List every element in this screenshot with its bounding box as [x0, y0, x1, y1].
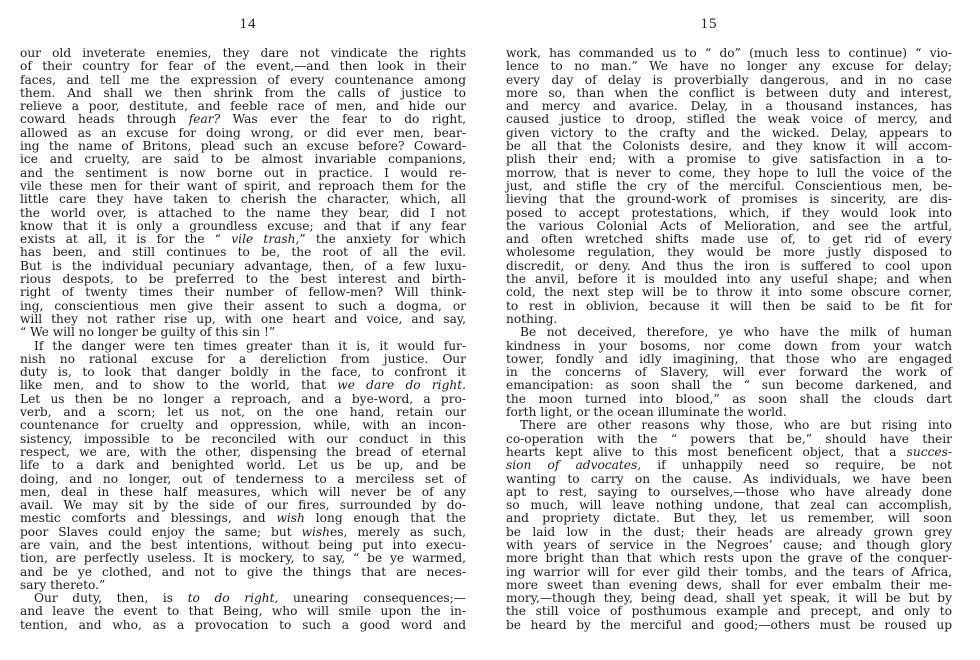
text-line: more so, than when the conflict is between duty and interest,: [506, 85, 952, 100]
text-line: plish their end; with a promise to give satisfaction in a to-: [506, 152, 952, 167]
text-line: poor Slaves could enjoy the same; but wishes, merely as such,: [20, 524, 467, 539]
text-line: and the sentiment is now borne out in practice. I would re-: [20, 165, 466, 180]
text-line: lieving that the ground-work of promises is sincerity, are dis-: [506, 192, 952, 207]
text-line: be all that the Colonists desire, and they know it will accom-: [506, 139, 952, 154]
text-line: verb, and a scorn; let us not, on the one hand, retain our: [20, 405, 466, 420]
emphasis: to do right,: [187, 591, 279, 606]
text-line: Let us then be no longer a reproach, and a bye-word, a pro-: [20, 391, 466, 406]
text-line: exists at all, it is for the “ vile trash,” the anxiety for which: [20, 232, 466, 247]
text-line: to rest in oblivion, because it will then be said to be fit for: [506, 298, 952, 313]
text-line: forth light, or the ocean illuminate the world.: [506, 405, 787, 420]
emphasis: fear?: [188, 112, 221, 127]
text-line: little care they have taken to cherish the character, which, all: [20, 192, 466, 207]
text-line: and leave the event to that Being, who will smile upon the in-: [20, 604, 466, 619]
text-line: and often wretched shifts made use of, to get rid of every: [506, 232, 952, 247]
text-line: with years of service in the Negroes’ cause; and though glory: [506, 537, 952, 552]
text-line: ing warrior will for ever gild their tombs, and the tears of Africa,: [506, 564, 952, 579]
emphasis: we dare do right.: [337, 378, 466, 393]
text-line: life to a dark and benighted world. Let us be up, and be: [20, 458, 466, 473]
text-line: given victory to the crafty and the wicked. Delay, appears to: [506, 125, 952, 140]
text-line: like men, and to show to the world, that we dare do right.: [20, 378, 466, 393]
text-line: just, and stifle the cry of the merciful. Conscientious men, be-: [506, 178, 952, 193]
text-line: posed to accept protestations, which, if they would look into: [506, 205, 952, 220]
text-line: sistency, impossible to be reconciled with our conduct in this: [20, 431, 466, 446]
text-line: in the concerns of Slavery, will ever forward the work of: [506, 365, 952, 380]
text-line: discredit, or deny. And thus the iron is suffered to cool upon: [506, 258, 952, 273]
text-line: respect, we are, with the other, dispensing the bread of eternal: [20, 444, 466, 459]
text-line: ice and cruelty, are said to be almost invariable companions,: [20, 152, 466, 167]
text-line: tower, fondly and idly imagining, that those who are engaged: [506, 351, 952, 366]
text-line: wholesome regulation, they would be more justly disposed to: [506, 245, 952, 260]
text-line: the various Colonial Acts of Melioration, and see the artful,: [506, 218, 952, 233]
emphasis: succes-: [906, 444, 952, 459]
text-line: morrow, that is never to come, they hope to lull the voice of the: [506, 165, 952, 180]
text-line: has been, and still continues to be, the root of all the evil.: [20, 245, 466, 260]
emphasis: wish: [276, 511, 305, 526]
text-line: them. And shall we then shrink from the calls of justice to: [20, 85, 466, 100]
text-line: rious despots, to be preferred to the best interest and birth-: [20, 272, 466, 287]
text-line: be heard by the merciful and good;—others must be roused up: [506, 617, 952, 632]
text-line: But is the individual pecuniary advantage, then, of a few luxu-: [20, 258, 466, 273]
text-line: be laid low in the dust; their heads are already grown grey: [506, 524, 952, 539]
text-line: apt to rest, saying to ourselves,—those who have already done: [506, 484, 952, 499]
text-line: relieve a poor, destitute, and feeble race of men, and hide our: [20, 99, 466, 114]
text-line: cold, the next step will be to throw it into some obscure corner,: [506, 285, 952, 300]
text-line: Be not deceived, therefore, ye who have the milk of human: [520, 325, 952, 340]
text-line: men, deal in these half measures, which will never be of any: [20, 484, 466, 499]
text-line: allowed as an excuse for doing wrong, or did ever men, bear-: [20, 125, 466, 140]
text-line: caused justice to droop, stifled the weak voice of mercy, and: [506, 112, 952, 127]
text-line: faces, and tell me the expression of every countenance among: [20, 72, 466, 87]
text-line: sary thereto.”: [20, 577, 106, 592]
emphasis: wish: [301, 524, 331, 539]
text-line: duty is, to look that danger boldly in the face, to confront it: [20, 365, 466, 380]
text-line: ing, conscientious men give their assent to such a dogma, or: [20, 298, 466, 313]
text-line: the still voice of posthumous example and precept, and only to: [506, 604, 952, 619]
left-page: [20, 0, 466, 660]
text-line: and mercy and avarice. Delay, in a thousand instances, has: [506, 99, 952, 114]
text-line: kindness in your bosoms, nor come down from your watch: [506, 338, 952, 353]
page-body-text: [506, 47, 952, 632]
emphasis: sion of advocates,: [506, 458, 642, 473]
text-line: hearts kept alive to this most beneficent object, that a succes-: [506, 444, 952, 459]
text-line: avail. We may sit by the side of our fires, surrounded by do-: [20, 498, 466, 513]
text-line: and be ye clothed, and not to give the things that are neces-: [20, 564, 466, 579]
text-line: and propriety dictate. But they, let us remember, will soon: [506, 511, 952, 526]
text-line: every day of delay is proverbially dangerous, and in no case: [506, 72, 952, 87]
text-line: countenance for cruelty and oppression, while, with an incon-: [20, 418, 466, 433]
text-line: right of twenty times their number of fellow-men? Will think-: [20, 285, 466, 300]
text-line: nothing.: [506, 311, 558, 326]
text-line: There are other reasons why those, who are but rising into: [520, 418, 952, 433]
emphasis: vile trash,: [231, 232, 300, 247]
text-line: know that it is only a groundless excuse; and that if any fear: [20, 218, 466, 233]
text-line: lence to no man.” We have no longer any excuse for delay;: [506, 59, 952, 74]
text-line: more sweet than evening dews, shall for ever embalm their me-: [506, 577, 952, 592]
text-line: mestic comforts and blessings, and wish long enough that the: [20, 511, 467, 526]
text-line: so much, will leave nothing undone, that zeal can accomplish,: [506, 498, 952, 513]
text-line: emancipation: as soon shall the “ sun become darkened, and: [506, 378, 952, 393]
text-line: the moon turned into blood,” as soon shall the clouds dart: [506, 391, 952, 406]
text-line: wanting to carry on the cause. As individuals, we have been: [506, 471, 952, 486]
text-line: sion of advocates, if unhappily need so require, be not: [506, 458, 952, 473]
text-line: will they not rather rise up, with one heart and voice, and say,: [20, 311, 466, 326]
text-line: mory,—though they, being dead, shall yet speak, it will be but by: [506, 591, 952, 606]
text-line: “ We will no longer be guilty of this sin !”: [20, 325, 276, 340]
text-line: coward heads through fear? Was ever the fear to do right,: [20, 112, 466, 127]
text-line: Our duty, then, is to do right, unearing consequences;—: [34, 591, 466, 606]
page-body-text: [20, 47, 466, 632]
text-line: co-operation with the “ powers that be,” should have their: [506, 431, 952, 446]
page-number: 15: [700, 16, 718, 32]
text-line: work, has commanded us to “ do” (much less to continue) “ vio-: [506, 46, 952, 60]
text-line: vile these men for their want of spirit, and reproach them for the: [20, 178, 466, 193]
text-line: more bright than that which rests upon the grave of the conquer-: [506, 551, 952, 566]
text-line: nish no rational excuse for a dereliction from justice. Our: [20, 351, 466, 366]
text-line: are vain, and the best intentions, without being put into execu-: [20, 537, 466, 552]
text-line: tion, are perfectly useless. It is mockery, to say, “ be ye warmed,: [20, 551, 466, 566]
text-line: the world over, is attached to the name they bear, did I not: [20, 205, 466, 220]
text-line: our old inveterate enemies, they dare not vindicate the rights: [20, 46, 466, 60]
text-line: tention, and who, as a provocation to such a good word and: [20, 617, 466, 632]
text-line: of their country for fear of the event,—and then look in their: [20, 59, 466, 74]
text-line: ing the name of Britons, plead such an excuse before? Coward-: [20, 139, 466, 154]
right-page: [506, 0, 952, 660]
text-line: If the danger were ten times greater than it is, it would fur-: [34, 338, 466, 353]
page-number: 14: [239, 16, 257, 32]
text-line: doing, and no longer, out of tenderness to a merciless set of: [20, 471, 466, 486]
text-line: the anvil, before it is moulded into any useful shape; and when: [506, 272, 952, 287]
